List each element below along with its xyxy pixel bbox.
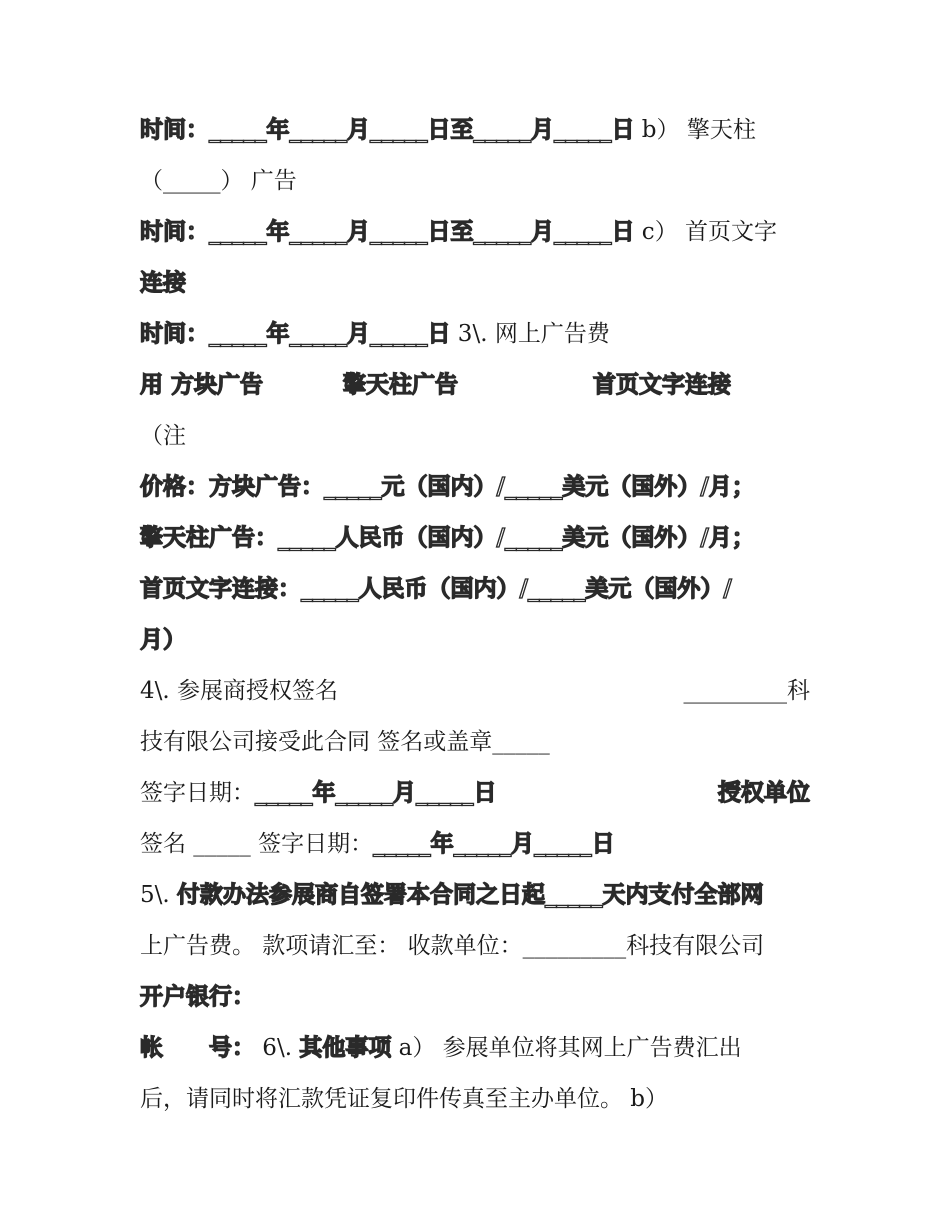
text: 5\. <box>140 882 178 908</box>
text-line-4 <box>140 263 810 303</box>
text-line-16 <box>140 875 810 915</box>
text: 签字日期： <box>140 780 255 806</box>
text: 上广告费。 款项请汇至： 收款单位：_________科技有限公司 <box>140 933 765 959</box>
text-line-2 <box>140 161 810 201</box>
outlined-text: 时间：_____年_____月_____日至_____月_____日 <box>140 117 635 143</box>
text-line-14 <box>140 773 810 813</box>
outlined-text: 授权单位 <box>718 780 810 806</box>
text-line-10 <box>140 569 810 609</box>
text: _________科 <box>683 678 810 704</box>
outlined-text: 付款办法参展商自签署本合同之日起_____天内支付全部网 <box>177 882 764 908</box>
text-line-5 <box>140 314 810 354</box>
text: 技有限公司接受此合同 签名或盖章_____ <box>140 729 550 755</box>
text: 后，请同时将汇款凭证复印件传真至主办单位。 b） <box>140 1086 669 1112</box>
text-line-12 <box>140 671 810 711</box>
text-line-1 <box>140 110 810 150</box>
outlined-text: 首页文字连接：_____人民币（国内）/_____美元（国外）/ <box>140 576 732 602</box>
text: （注 <box>140 423 186 449</box>
text: c） 首页文字 <box>634 219 778 245</box>
outlined-text: _____年_____月_____日 <box>373 831 615 857</box>
text-line-9 <box>140 518 810 558</box>
outlined-text: 其他事项 <box>299 1035 392 1061</box>
text: 4\. 参展商授权签名 <box>140 678 339 704</box>
text-line-15 <box>140 824 810 864</box>
outlined-text: _____年_____月_____日 <box>255 780 497 806</box>
outlined-text: 首页文字连接 <box>593 372 731 398</box>
text: 6\. <box>255 1035 300 1061</box>
outlined-text: 时间：_____年_____月_____日 <box>140 321 451 347</box>
text-line-6 <box>140 365 810 405</box>
outlined-text: 擎天柱广告 <box>343 372 458 398</box>
text-line-19 <box>140 1028 810 1068</box>
outlined-text: 月） <box>140 627 186 653</box>
outlined-text: 连接 <box>140 270 186 296</box>
outlined-text: 用 方块广告 <box>140 372 264 398</box>
text: 签名 _____ 签字日期： <box>140 831 374 857</box>
outlined-text: 时间：_____年_____月_____日至_____月_____日 <box>140 219 635 245</box>
text-line-7 <box>140 416 810 456</box>
text-line-11 <box>140 620 810 660</box>
text: b） 擎天柱 <box>634 117 756 143</box>
text: a） 参展单位将其网上广告费汇出 <box>391 1035 742 1061</box>
text-line-17 <box>140 926 810 966</box>
text: 3\. 网上广告费 <box>450 321 610 347</box>
text-line-8 <box>140 467 810 507</box>
outlined-text: 开户银行： <box>140 984 255 1010</box>
text: （_____） 广告 <box>140 168 297 194</box>
text-line-13 <box>140 722 810 762</box>
outlined-text: 帐 号： <box>140 1035 255 1061</box>
outlined-text: 价格：方块广告：_____元（国内）/_____美元（国外）/月； <box>140 474 755 500</box>
text-line-20 <box>140 1079 810 1119</box>
outlined-text: 擎天柱广告：_____人民币（国内）/_____美元（国外）/月； <box>140 525 755 551</box>
text-line-3 <box>140 212 810 252</box>
text-line-18 <box>140 977 810 1017</box>
